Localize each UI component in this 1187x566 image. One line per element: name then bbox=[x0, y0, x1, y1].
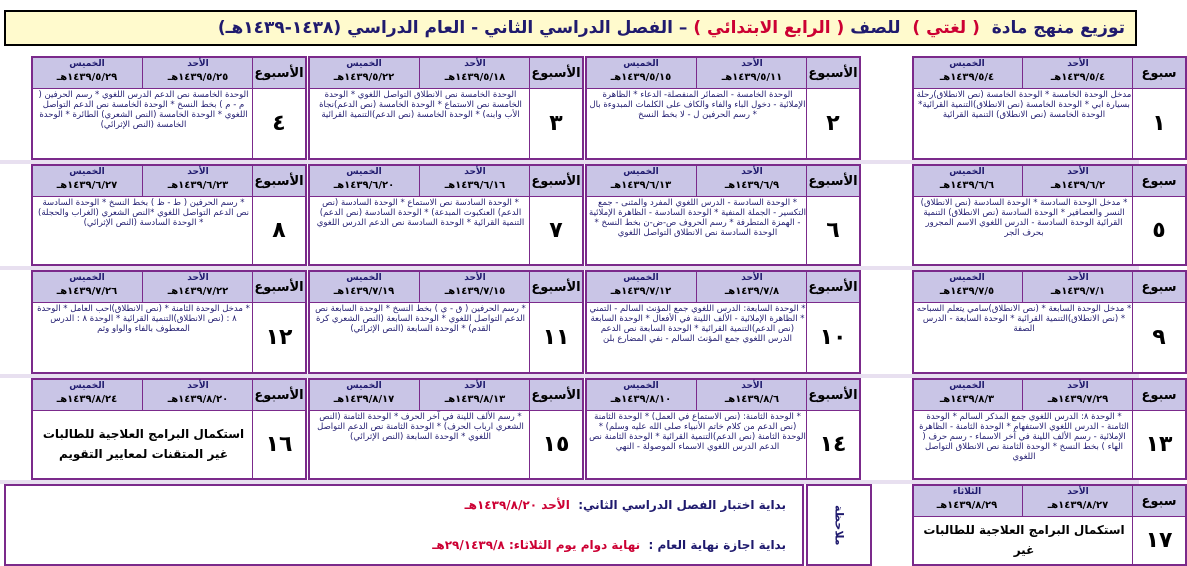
day-start bbox=[419, 58, 530, 88]
week-body bbox=[33, 88, 305, 158]
week-body bbox=[914, 410, 1185, 478]
week-number: ١١ bbox=[529, 302, 582, 372]
week-header bbox=[914, 486, 1185, 517]
day-end bbox=[32, 272, 142, 302]
day-end bbox=[32, 166, 142, 196]
day-name: الأحد bbox=[187, 59, 209, 69]
day-start bbox=[1022, 58, 1133, 88]
week-number: ٣ bbox=[529, 88, 582, 158]
week-cell bbox=[308, 56, 584, 160]
class-label: للصف bbox=[850, 18, 901, 38]
day-end bbox=[912, 58, 1022, 88]
week-header bbox=[587, 166, 859, 197]
day-end bbox=[586, 166, 696, 196]
week-content: استكمال البرامج العلاجية للطالبات غير bbox=[923, 523, 1125, 557]
week-content: * الوحدة الثامنة: (نص الاستماع في العمل) * الوحدة الثامنة (نص الدعم من كلام خاتم الأنبياء صلى الله عليه وسلم) * الوحدة الثامنة (نص الدعم)التنمية القرائية * الوحدة الثامنة نص الدعم الدرس اللغوي الاسماء الموصولة - النهي bbox=[589, 412, 806, 452]
date-end: ١٤٣٩/٦/١٣هـ bbox=[610, 180, 672, 191]
date-start: ١٤٣٩/٥/٤هـ bbox=[1050, 72, 1106, 83]
week-label: الأسبوع bbox=[806, 58, 859, 88]
week-label: الأسبوع bbox=[806, 166, 859, 196]
week-body bbox=[33, 302, 305, 372]
date-start: ١٤٣٩/٧/٨هـ bbox=[724, 286, 780, 297]
week-body bbox=[33, 410, 305, 478]
week-number: ٥ bbox=[1132, 196, 1185, 264]
week-body bbox=[310, 302, 582, 372]
week-header bbox=[310, 166, 582, 197]
day-start bbox=[696, 380, 807, 410]
day-name: الخميس bbox=[346, 273, 382, 283]
day-name: الأحد bbox=[187, 273, 209, 283]
semester-label: – الفصل الدراسي الثاني - العام الدراسي bbox=[347, 18, 688, 38]
day-name: الخميس bbox=[346, 59, 382, 69]
day-start bbox=[142, 272, 253, 302]
week-label: الأسبوع bbox=[252, 166, 305, 196]
day-name: الأحد bbox=[741, 59, 763, 69]
date-end: ١٤٣٩/٨/٢٤هـ bbox=[56, 394, 118, 405]
week-header bbox=[310, 380, 582, 411]
grade-name: ( الرابع الابتدائي ) bbox=[693, 18, 845, 38]
day-start bbox=[696, 272, 807, 302]
day-start bbox=[1022, 272, 1133, 302]
day-name: الخميس bbox=[949, 167, 985, 177]
day-name: الأحد bbox=[464, 381, 486, 391]
week-label: سبوع bbox=[1132, 58, 1185, 88]
week-content: * الوحدة السابعة: الدرس اللغوي جمع المؤنث السالم - التمني * الظاهرة الإملائية - الألف اللينة في الأفعال * الوحدة السابعة (نص الدعم)التنمية القرائية * الوحدة السابعة نص الدعم الدرس اللغوي جمع المؤنث السالم - نفي المضارع بلن bbox=[589, 304, 806, 344]
week-label: الأسبوع bbox=[529, 380, 582, 410]
day-start bbox=[696, 58, 807, 88]
week-body bbox=[587, 88, 859, 158]
day-name: الأحد bbox=[741, 381, 763, 391]
date-start: ١٤٣٩/٦/٩هـ bbox=[724, 180, 780, 191]
day-start bbox=[419, 166, 530, 196]
subject-name: ( لغتي ) bbox=[912, 18, 980, 38]
day-name: الخميس bbox=[949, 59, 985, 69]
day-end bbox=[586, 272, 696, 302]
week-content: الوحدة الخامسة نص الدعم الدرس اللغوي * رسم الحرفين ( م - م ) بخط النسخ * الوحدة الخامسة نص الدعم التواصل اللغوي * الوحدة الخامسة (النص الشعري) الطائرة * الوحدة الخامسة (النص الإثرائي) bbox=[38, 90, 249, 130]
date-start: ١٤٣٩/٨/٢٠هـ bbox=[167, 394, 229, 405]
week-content: استكمال البرامج العلاجية للطالبات غير المتقنات لمعايير التقويم bbox=[42, 427, 245, 461]
week-body bbox=[587, 410, 859, 478]
date-end: ١٤٣٩/٥/٢٢هـ bbox=[333, 72, 395, 83]
week-content: * رسم الألف اللينة في آخر الحرف * الوحدة الثامنة (النص الشعري ارباب الحرف) * الوحدة الثامنة نص الدعم التواصل اللغوي * الوحدة السابعة (النص الإثرائي) bbox=[317, 412, 524, 442]
week-label: الأسبوع bbox=[252, 380, 305, 410]
day-end bbox=[912, 380, 1022, 410]
week-number: ١٦ bbox=[252, 410, 305, 478]
vacation-line bbox=[432, 538, 786, 552]
week-cell bbox=[912, 56, 1187, 160]
day-end bbox=[309, 272, 419, 302]
week-body bbox=[587, 302, 859, 372]
week-label: الأسبوع bbox=[252, 272, 305, 302]
week-content: * مدخل الوحدة السادسة * الوحدة السادسة (نص الانطلاق) النسر والعصافير * الوحدة السادسة (نص الانطلاق) التنمية القرائية الوحدة السادسة - الدرس اللغوي الاسم المجرور بحرف الجر bbox=[920, 198, 1128, 238]
week-cell bbox=[585, 270, 861, 374]
day-name: الخميس bbox=[346, 381, 382, 391]
week-header bbox=[310, 58, 582, 89]
week-cell bbox=[585, 164, 861, 266]
week-content: الوحدة الخامسة نص الانطلاق التواصل اللغوي * الوحدة الخامسة نص الاستماع * الوحدة الخامسة (نص الدعم)نجاة الأب وابنه) * الوحدة الخامسة (نص الدعم)التنمية القرائية bbox=[319, 90, 522, 120]
date-end: ١٤٣٩/٥/١٥هـ bbox=[610, 72, 672, 83]
week-cell bbox=[308, 164, 584, 266]
week-content: * رسم الحرفين ( ق - ي ) بخط النسخ * الوحدة السابعة نص الدعم التواصل اللغوي * الوحدة السابعة (النص الشعري كرة القدم) * الوحدة السابعة (النص الإثرائي) bbox=[315, 304, 526, 334]
week-body bbox=[310, 88, 582, 158]
week-header bbox=[587, 380, 859, 411]
day-name: الأحد bbox=[741, 167, 763, 177]
day-name: الخميس bbox=[949, 381, 985, 391]
week-cell bbox=[308, 378, 584, 480]
date-start: ١٤٣٩/٧/١هـ bbox=[1050, 286, 1106, 297]
day-name: الأحد bbox=[1067, 167, 1089, 177]
week-content: * مدخل الوحدة السابعة * (نص الانطلاق)سامي يتعلم السباحه * (نص الانطلاق)التنمية القرائية * الوحدة السابعة - الدرس الصفة bbox=[916, 304, 1132, 334]
week-header bbox=[587, 58, 859, 89]
date-end: ١٤٣٩/٥/٢٩هـ bbox=[56, 72, 118, 83]
day-name: الخميس bbox=[69, 59, 105, 69]
day-start bbox=[419, 380, 530, 410]
day-start bbox=[696, 166, 807, 196]
week-cell bbox=[31, 270, 307, 374]
week-body bbox=[914, 302, 1185, 372]
date-start: ١٤٣٩/٦/١٦هـ bbox=[444, 180, 506, 191]
week-content: * الوحدة ٨: الدرس اللغوي جمع المذكر السالم * الوحدة الثامنة - الدرس اللغوي الاستفهام * الوحدة الثامنة - الظاهرة الإملائية - رسم الألف اللينة في آخر الاسماء - رسم حرف ( الهاء ) بخط النسخ * الوحدة الثامنة نص الانطلاق التواصل اللغوي bbox=[919, 412, 1129, 462]
day-start bbox=[419, 272, 530, 302]
date-start: ١٤٣٩/٧/١٥هـ bbox=[444, 286, 506, 297]
week-label: الأسبوع bbox=[252, 58, 305, 88]
week-label: الأسبوع bbox=[806, 272, 859, 302]
week-number: ١٣ bbox=[1132, 410, 1185, 478]
date-start: ١٤٣٩/٦/٢هـ bbox=[1050, 180, 1106, 191]
day-end bbox=[309, 380, 419, 410]
date-end: ١٤٣٩/٧/١٩هـ bbox=[333, 286, 395, 297]
day-name: الأحد bbox=[741, 273, 763, 283]
date-end: ١٤٣٩/٧/٥هـ bbox=[939, 286, 995, 297]
day-name: الأحد bbox=[464, 273, 486, 283]
week-cell bbox=[308, 270, 584, 374]
week-number: ٨ bbox=[252, 196, 305, 264]
week-header bbox=[587, 272, 859, 303]
day-start bbox=[1022, 166, 1133, 196]
day-name: الأحد bbox=[1067, 487, 1089, 497]
exam-start-line bbox=[465, 498, 786, 512]
week-header bbox=[914, 166, 1185, 197]
week-label: سبوع bbox=[1132, 486, 1185, 516]
date-end: ١٤٣٩/٧/١٢هـ bbox=[610, 286, 672, 297]
day-end bbox=[309, 58, 419, 88]
week-number: ١٧ bbox=[1132, 516, 1185, 564]
day-name: الخميس bbox=[623, 381, 659, 391]
exam-start-date: الأحد ١٤٣٩/٨/٢٠هـ bbox=[464, 498, 570, 512]
week-header bbox=[33, 380, 305, 411]
date-start: ١٤٣٩/٨/٦هـ bbox=[724, 394, 780, 405]
day-name: الخميس bbox=[623, 167, 659, 177]
day-end bbox=[912, 486, 1022, 516]
week-content: * الوحدة السادسة - الدرس اللغوي المفرد والمثنى - جمع التكسير - الجملة المنفية * الوحدة السادسة - الظاهرة الإملائية - الهمزة المتطرفة * رسم الحروف ص-ض-ن بخط النسخ * الوحدة السادسة نص الانطلاق التواصل اللغوي bbox=[589, 198, 806, 238]
week-number: ٢ bbox=[806, 88, 859, 158]
date-start: ١٤٣٩/٥/١١هـ bbox=[721, 72, 783, 83]
week-cell bbox=[31, 164, 307, 266]
day-name: الأحد bbox=[1067, 381, 1089, 391]
day-end bbox=[32, 58, 142, 88]
week-header bbox=[33, 58, 305, 89]
day-name: الخميس bbox=[623, 273, 659, 283]
day-name: الخميس bbox=[346, 167, 382, 177]
day-start bbox=[142, 166, 253, 196]
week-label: سبوع bbox=[1132, 166, 1185, 196]
date-start: ١٤٣٩/٨/١٣هـ bbox=[444, 394, 506, 405]
week-cell bbox=[912, 378, 1187, 480]
week-cell bbox=[912, 164, 1187, 266]
week-header bbox=[914, 272, 1185, 303]
date-start: ١٤٣٩/٧/٢٩هـ bbox=[1047, 394, 1109, 405]
page-title bbox=[4, 10, 1137, 46]
day-name: الأحد bbox=[1067, 59, 1089, 69]
vacation-date: نهاية دوام يوم الثلاثاء: ٢٩/١٤٣٩/٨هـ bbox=[432, 538, 641, 552]
week-label: الأسبوع bbox=[529, 166, 582, 196]
week-label: سبوع bbox=[1132, 272, 1185, 302]
week-cell bbox=[585, 378, 861, 480]
date-start: ١٤٣٩/٧/٢٢هـ bbox=[167, 286, 229, 297]
day-start bbox=[1022, 380, 1133, 410]
exam-info-box bbox=[4, 484, 804, 566]
week-number: ١٠ bbox=[806, 302, 859, 372]
week-label: الأسبوع bbox=[806, 380, 859, 410]
day-name: الخميس bbox=[69, 273, 105, 283]
week-content: الوحدة الخامسة - الضمائر المنفصلة- الدعاء * الظاهرة الإملائية - دخول الباء والفاء والكاف على الكلمات المبدوءة بال * رسم الحرفين ل - لا بخط النسخ bbox=[589, 90, 806, 120]
week-number: ١ bbox=[1132, 88, 1185, 158]
week-number: ٦ bbox=[806, 196, 859, 264]
week-cell bbox=[912, 484, 1187, 566]
week-body bbox=[310, 196, 582, 264]
date-end: ١٤٣٩/٥/٤هـ bbox=[939, 72, 995, 83]
week-number: ٤ bbox=[252, 88, 305, 158]
day-end bbox=[309, 166, 419, 196]
day-name: الأحد bbox=[1067, 273, 1089, 283]
week-content: مدخل الوحدة الخامسة * الوحدة الخامسة (نص الانطلاق)رحلة بسيارة ابي * الوحدة الخامسة (نص الانطلاق)التنمية القرائية* الوحدة الخامسة (نص الانطلاق) التنمية القرائية bbox=[916, 90, 1132, 120]
day-end bbox=[586, 380, 696, 410]
week-number: ٩ bbox=[1132, 302, 1185, 372]
week-number: ٧ bbox=[529, 196, 582, 264]
date-start: ١٤٣٩/٨/٢٧هـ bbox=[1047, 500, 1109, 511]
day-end bbox=[912, 166, 1022, 196]
week-body bbox=[310, 410, 582, 478]
day-start bbox=[142, 380, 253, 410]
day-name: الثلاثاء bbox=[952, 487, 982, 497]
week-cell bbox=[31, 56, 307, 160]
academic-year: (١٤٣٨-١٤٣٩هـ) bbox=[217, 18, 342, 38]
vacation-label: بداية اجازة نهاية العام : bbox=[648, 538, 786, 552]
day-name: الأحد bbox=[464, 59, 486, 69]
week-body bbox=[914, 88, 1185, 158]
day-name: الخميس bbox=[69, 381, 105, 391]
week-header bbox=[914, 58, 1185, 89]
date-end: ١٤٣٩/٨/١٧هـ bbox=[333, 394, 395, 405]
week-header bbox=[33, 272, 305, 303]
week-header bbox=[33, 166, 305, 197]
notes-label: ملاحظة bbox=[832, 504, 846, 546]
day-name: الخميس bbox=[623, 59, 659, 69]
day-name: الأحد bbox=[464, 167, 486, 177]
notes-column bbox=[806, 484, 872, 566]
day-name: الأحد bbox=[187, 381, 209, 391]
week-content: * مدخل الوحدة الثامنة * (نص الانطلاق)احب العامل * الوحدة ٨ : (نص الانطلاق)التنمية القرائية * الوحدة ٨ : الدرس المعطوف بالفاء والواو وثم bbox=[37, 304, 250, 334]
week-body bbox=[587, 196, 859, 264]
date-end: ١٤٣٩/٦/٦هـ bbox=[939, 180, 995, 191]
week-number: ١٤ bbox=[806, 410, 859, 478]
date-start: ١٤٣٩/٦/٢٣هـ bbox=[167, 180, 229, 191]
week-header bbox=[914, 380, 1185, 411]
week-cell bbox=[912, 270, 1187, 374]
date-end: ١٤٣٩/٨/١٠هـ bbox=[610, 394, 672, 405]
day-name: الأحد bbox=[187, 167, 209, 177]
week-content: * رسم الحرفين ( ط - ظ ) بخط النسخ * الوحدة السادسة نص الدعم التواصل اللغوي *النص الشعري (الغراب والحجلة) * الوحدة السادسة (النص الإثرائي) bbox=[38, 198, 249, 228]
week-cell bbox=[31, 378, 307, 480]
day-name: الخميس bbox=[69, 167, 105, 177]
week-number: ١٥ bbox=[529, 410, 582, 478]
day-end bbox=[32, 380, 142, 410]
title-prefix: توزيع منهج مادة bbox=[991, 18, 1125, 38]
date-end: ١٤٣٩/٧/٢٦هـ bbox=[56, 286, 118, 297]
week-label: الأسبوع bbox=[529, 58, 582, 88]
date-end: ١٤٣٩/٦/٢٠هـ bbox=[333, 180, 395, 191]
day-end bbox=[912, 272, 1022, 302]
week-body bbox=[33, 196, 305, 264]
week-body bbox=[914, 196, 1185, 264]
day-start bbox=[1022, 486, 1133, 516]
week-header bbox=[310, 272, 582, 303]
date-end: ١٤٣٩/٨/٢٩هـ bbox=[936, 500, 998, 511]
date-end: ١٤٣٩/٨/٣هـ bbox=[939, 394, 995, 405]
day-start bbox=[142, 58, 253, 88]
date-end: ١٤٣٩/٦/٢٧هـ bbox=[56, 180, 118, 191]
date-start: ١٤٣٩/٥/٢٥هـ bbox=[167, 72, 229, 83]
week-cell bbox=[585, 56, 861, 160]
exam-start-label: بداية اختبار الفصل الدراسي الثاني: bbox=[578, 498, 786, 512]
week-number: ١٢ bbox=[252, 302, 305, 372]
week-body bbox=[914, 516, 1185, 564]
week-content: * الوحدة السادسة نص الاستماع * الوحدة السادسة (نص الدعم) العنكبوت المبدعة) * الوحدة السادسة (نص الدعم) التنمية القرائية * الوحدة السادسة نص الدعم الدرس اللغوي bbox=[316, 198, 525, 228]
week-label: الأسبوع bbox=[529, 272, 582, 302]
day-name: الخميس bbox=[949, 273, 985, 283]
week-label: سبوع bbox=[1132, 380, 1185, 410]
date-start: ١٤٣٩/٥/١٨هـ bbox=[444, 72, 506, 83]
day-end bbox=[586, 58, 696, 88]
